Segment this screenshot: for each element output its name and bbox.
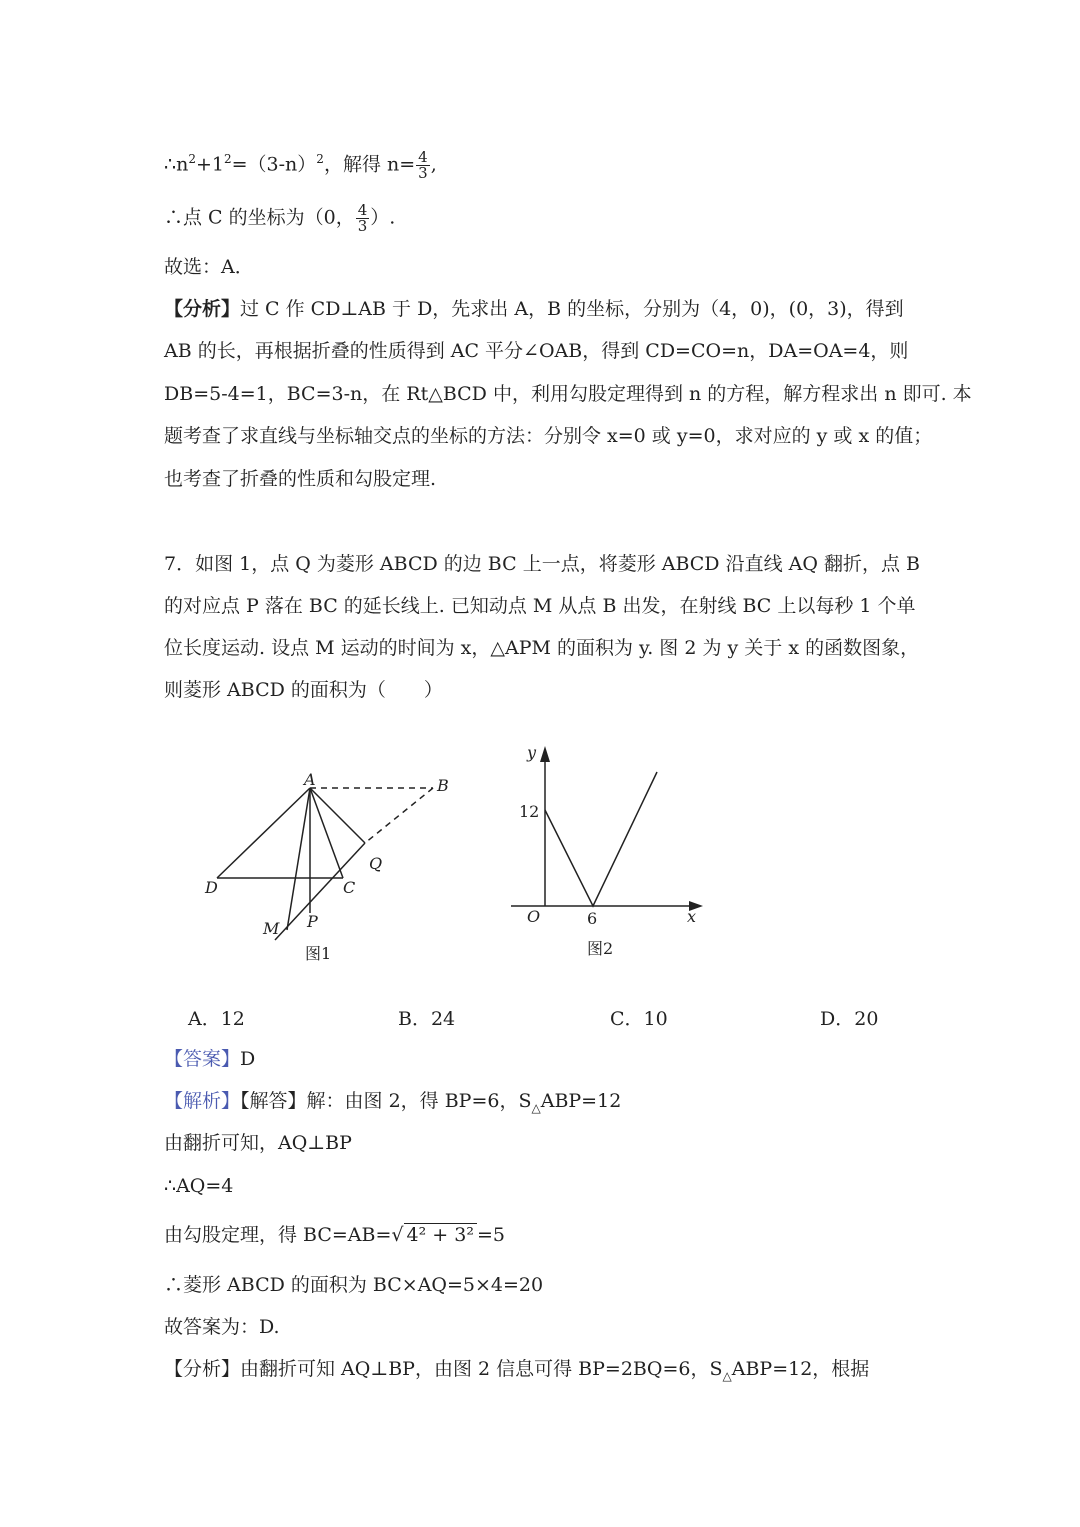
fraction-four-thirds-2: $\frac{4}{3}$ [357, 201, 368, 235]
solution-line-1: 【解析】【解答】解：由图 2，得 BP=6，$S_\triangle ABP=12$ [164, 1090, 622, 1115]
final-analysis-tag: 【分析】 [164, 1358, 241, 1380]
label-M: M [263, 919, 280, 938]
label-B: B [437, 776, 449, 795]
analysis-blue-tag: 【解析】 [164, 1090, 241, 1112]
segment-AQ [310, 788, 365, 843]
origin-label: O [527, 907, 541, 926]
solution-line-n-equation: $\therefore n^2+1^2=(3-n)^2$，解得 n= $\frac{4}{3}$ , [164, 147, 437, 182]
y-tick-12: 12 [519, 802, 540, 821]
question-line-4: 则菱形 ABCD 的面积为（ ） [164, 679, 443, 701]
segment-AD [217, 788, 310, 878]
x-axis-label: x [687, 907, 697, 926]
solution-line-2: 由翻折可知，AQ⊥BP [164, 1132, 352, 1154]
solution-line-3: ∴AQ=4 [164, 1175, 234, 1197]
solution-line-point-c: ∴点 C 的坐标为（0， $\frac{4}{3}$ ）. [164, 201, 396, 235]
label-P: P [307, 912, 318, 931]
answer-value: D [240, 1048, 256, 1070]
solution-line-4: 由勾股定理，得 BC=AB=√ 4² + 3² =5 [164, 1224, 505, 1246]
option-c: C．10 [610, 1008, 668, 1030]
segment-BQ-dashed [365, 788, 433, 843]
analysis-line-5: 也考查了折叠的性质和勾股定理. [164, 468, 437, 490]
question-line-3: 位长度运动. 设点 M 运动的时间为 x，△APM 的面积为 y. 图 2 为 y 关于 x 的函数图象， [164, 637, 920, 659]
analysis-line-3: DB=5-4=1，BC=3-n，在 Rt△BCD 中，利用勾股定理得到 n 的方程，解方程求出 n 即可. 本 [164, 383, 972, 405]
solution-line-5: ∴菱形 ABCD 的面积为 BC×AQ=5×4=20 [164, 1274, 544, 1296]
figure-2-function-graph [505, 742, 705, 962]
solution-line-6: 故答案为：D. [164, 1316, 280, 1338]
y-axis-label: y [527, 743, 537, 762]
option-d: D．20 [820, 1008, 879, 1030]
figure-1-caption: 图1 [305, 944, 332, 963]
option-b: B．24 [398, 1008, 456, 1030]
question-line-1: 7．如图 1，点 Q 为菱形 ABCD 的边 BC 上一点，将菱形 ABCD 沿直线 AQ 翻折，点 B [164, 553, 920, 575]
label-C: C [343, 878, 356, 897]
figure-2-caption: 图2 [587, 939, 614, 958]
answer-tag: 【答案】 [164, 1048, 241, 1070]
figure-1-rhombus [195, 765, 465, 970]
analysis-line-1: 【分析】过 C 作 CD⊥AB 于 D，先求出 A，B 的坐标，分别为（4，0)，(0，3)，得到 [164, 298, 904, 320]
choice-line: 故选：A． [164, 256, 254, 278]
answer-line [164, 1046, 255, 1072]
analysis-tag: 【分析】 [164, 298, 241, 320]
segment-AC [310, 788, 343, 878]
final-analysis-line: 【分析】由翻折可知 AQ⊥BP，由图 2 信息可得 BP=2BQ=6，$S_\triangle ABP=12$，根据 [164, 1358, 870, 1383]
fraction-four-thirds: $\frac{4}{3}$ [418, 147, 428, 182]
question-line-2: 的对应点 P 落在 BC 的延长线上. 已知动点 M 从点 B 出发，在射线 BC 上以每秒 1 个单 [164, 595, 916, 617]
analysis-line-4: 题考查了求直线与坐标轴交点的坐标的方法：分别令 x=0 或 y=0，求对应的 y 或 x 的值； [164, 425, 933, 447]
analysis-line-2: AB 的长，再根据折叠的性质得到 AC 平分∠OAB，得到 CD=CO=n，DA=OA=4，则 [164, 340, 909, 362]
sqrt-expression: 4² + 3² [404, 1223, 477, 1246]
option-a: A．12 [188, 1008, 245, 1030]
x-tick-6: 6 [587, 909, 598, 928]
label-Q: Q [369, 854, 383, 873]
label-A: A [304, 770, 316, 789]
y-axis-arrow [540, 746, 550, 762]
graph-line [545, 772, 657, 906]
segment-AM [287, 788, 310, 930]
label-D: D [205, 878, 218, 897]
